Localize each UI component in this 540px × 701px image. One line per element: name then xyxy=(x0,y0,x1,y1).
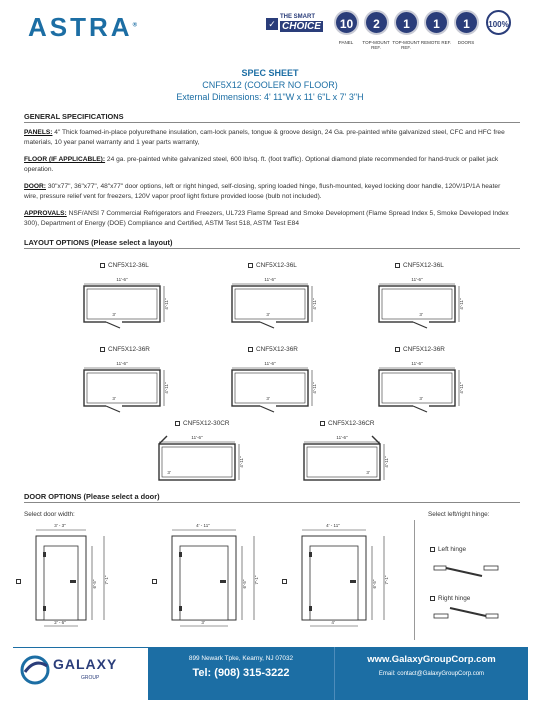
layout-diagram-7 xyxy=(300,430,390,490)
length-label: 11'-6" xyxy=(411,277,423,282)
galaxy-swirl-icon xyxy=(19,654,51,686)
spec-title: SPEC SHEET xyxy=(241,68,299,78)
inner-height-label: 6'-5" xyxy=(242,579,247,589)
door-width-option-1[interactable] xyxy=(152,578,160,585)
door-label: 3' xyxy=(419,396,423,401)
layout-option-0[interactable] xyxy=(100,262,149,269)
approvals-spec: APPROVALS: NSF/ANSI 7 Commercial Refrigerators and Freezers, UL723 Flame Spread and Smoke Development (Flame Spread Index 5, Smoke Developed Index 300), Department of Energy (DOE) Compliance and Certified, ASTM Test 518, ASTM Test E84 xyxy=(24,210,509,227)
layout-option-4[interactable] xyxy=(248,346,298,353)
hinge-top xyxy=(179,552,182,557)
width-label: 4'-11" xyxy=(312,382,317,394)
layout-checkbox[interactable] xyxy=(248,347,253,352)
left-hinge-label: Left hinge xyxy=(438,546,467,553)
outer-height-label: 7'-1" xyxy=(254,575,259,585)
telephone[interactable]: Tel: (908) 315-3222 xyxy=(192,667,290,679)
box-outer-wall xyxy=(232,286,308,322)
right-hinge-checkbox[interactable] xyxy=(430,596,435,601)
layout-diagram-4 xyxy=(228,356,318,416)
door-diagram-0 xyxy=(34,522,116,632)
address: 899 Newark Tpke, Kearny, NJ 07032 xyxy=(188,655,294,662)
layout-name: CNF5X12-36CR xyxy=(328,420,375,427)
layout-diagram-1 xyxy=(228,272,318,332)
smart-choice-logo xyxy=(266,14,322,44)
layout-diagram-0 xyxy=(80,272,170,332)
door-label: 3' xyxy=(366,470,370,475)
spec-model: CNF5X12 (COOLER NO FLOOR) xyxy=(202,80,338,90)
hinge-top xyxy=(43,552,46,557)
layout-name: CNF5X12-36L xyxy=(403,262,444,269)
layout-option-2[interactable] xyxy=(395,262,444,269)
box-outer-wall xyxy=(379,286,455,322)
top-dim-label: 4' - 11" xyxy=(196,523,210,528)
door-handle xyxy=(220,580,226,583)
layout-checkbox[interactable] xyxy=(395,347,400,352)
door-diagram-2 xyxy=(300,522,396,632)
width-label: 4'-11" xyxy=(312,298,317,310)
spec-dimensions: External Dimensions: 4' 11"W x 11' 6"L x 7' 3"H xyxy=(176,92,364,102)
layout-checkbox[interactable] xyxy=(100,347,105,352)
floor-spec: FLOOR (IF APPLICABLE): 24 ga. pre-painted white galvanized steel, 600 lb/sq. ft. (foot traffic). Optional diamond plate recommended for hand-truck or pallet jack operation. xyxy=(24,156,499,173)
right-hinge-option[interactable] xyxy=(430,595,470,602)
top-dim-label: 4' - 11" xyxy=(326,523,340,528)
box-outer-wall xyxy=(84,286,160,322)
layout-checkbox[interactable] xyxy=(395,263,400,268)
warranty-badge-remote: 1 xyxy=(424,10,449,35)
warranty-badge-panel: 10 xyxy=(334,10,359,35)
bottom-dim-label: 4' xyxy=(331,620,335,625)
door-width-checkbox[interactable] xyxy=(282,579,287,584)
corner-door-leaf xyxy=(159,436,167,444)
width-label: 4'-11" xyxy=(239,456,244,468)
width-label: 4'-11" xyxy=(384,456,389,468)
layout-name: CNF5X12-36L xyxy=(108,262,149,269)
door-label: 3' xyxy=(167,470,171,475)
layout-diagram-5 xyxy=(375,356,465,416)
panels-spec: PANELS: 4" Thick foamed-in-place polyurethane insulation, cam-lock panels, tongue & groove design, 24 Ga. pre-painted white galvanized steel, CFC and HFC free materials, 10 year panel warranty and 1 year parts warranty, xyxy=(24,129,505,146)
width-label: 4'-11" xyxy=(164,298,169,310)
badge-label-top-mount-1: TOP-MOUNT REF. xyxy=(362,40,390,50)
email-link[interactable]: Email: contact@GalaxyGroupCorp.com xyxy=(378,671,485,677)
door-handle xyxy=(70,580,76,583)
length-label: 11'-6" xyxy=(116,361,128,366)
door-spec: DOOR: 30"x77", 36"x77", 48"x77" door options, left or right hinged, self-closing, spring loaded hinge, flush-mounted, keyed locking door handle, 120V/1P/1A heater wire, pressure relief vent for freezers, 120V vapor proof light fixture provided loose (bulb not included). xyxy=(24,183,501,200)
inner-height-label: 6'-5" xyxy=(92,579,97,589)
warranty-badge-top-mount-2: 1 xyxy=(394,10,419,35)
smart-line-2: CHOICE xyxy=(282,21,321,32)
length-label: 11'-6" xyxy=(264,277,276,282)
astra-logo: ASTRA® xyxy=(28,12,137,42)
length-label: 11'-6" xyxy=(116,277,128,282)
quality-badge: 100% xyxy=(486,10,511,35)
badge-label-doors: DOORS xyxy=(457,40,475,45)
badge-label-remote: REMOTE REF. xyxy=(420,40,452,45)
door-label: 3' xyxy=(266,396,270,401)
warranty-badge-doors: 1 xyxy=(454,10,479,35)
galaxy-brand-sub: GROUP xyxy=(81,675,100,681)
general-specs-heading: GENERAL SPECIFICATIONS xyxy=(24,112,520,123)
hinge-bottom xyxy=(309,606,312,611)
door-options-heading: DOOR OPTIONS (Please select a door) xyxy=(24,492,520,503)
hinge-top xyxy=(309,552,312,557)
layout-option-1[interactable] xyxy=(248,262,297,269)
top-dim-label: 3' - 3" xyxy=(54,523,66,528)
outer-height-label: 7'-1" xyxy=(384,575,389,585)
door-label: 3' xyxy=(112,396,116,401)
bottom-dim-label: 3' xyxy=(201,620,205,625)
box-outer-wall xyxy=(232,370,308,406)
select-hinge-label: Select left/right hinge: xyxy=(428,511,490,518)
door-options-divider xyxy=(414,520,415,640)
door-width-option-2[interactable] xyxy=(282,578,290,585)
door-label: 3' xyxy=(112,312,116,317)
door-label: 3' xyxy=(419,312,423,317)
left-hinge-option[interactable] xyxy=(430,546,466,553)
length-label: 11'-6" xyxy=(191,435,203,440)
inner-height-label: 6'-5" xyxy=(372,579,377,589)
width-label: 4'-11" xyxy=(459,298,464,310)
door-width-checkbox[interactable] xyxy=(16,579,21,584)
page-footer xyxy=(0,647,540,700)
door-diagram-1 xyxy=(170,522,266,632)
right-hinge-label: Right hinge xyxy=(438,595,471,602)
door-width-checkbox[interactable] xyxy=(152,579,157,584)
hinge-bottom xyxy=(43,606,46,611)
layout-checkbox[interactable] xyxy=(320,421,325,426)
warranty-badge-top-mount-1: 2 xyxy=(364,10,389,35)
box-outer-wall xyxy=(379,370,455,406)
layout-name: CNF5X12-36L xyxy=(256,262,297,269)
left-hinge-checkbox[interactable] xyxy=(430,547,435,552)
galaxy-logo-panel xyxy=(13,647,148,701)
width-label: 4'-11" xyxy=(164,382,169,394)
check-icon: ✓ xyxy=(266,18,278,30)
length-label: 11'-6" xyxy=(411,361,423,366)
layout-checkbox[interactable] xyxy=(100,263,105,268)
layout-options-heading: LAYOUT OPTIONS (Please select a layout) xyxy=(24,238,520,249)
right-hinge-diagram xyxy=(432,604,502,626)
galaxy-brand: GALAXY xyxy=(53,656,118,672)
layout-option-6[interactable] xyxy=(175,420,230,427)
length-label: 11'-6" xyxy=(264,361,276,366)
left-hinge-diagram xyxy=(432,560,502,582)
badge-label-top-mount-2: TOP-MOUNT REF. xyxy=(392,40,420,50)
bottom-dim-label: 2' - 6" xyxy=(54,620,66,625)
door-width-option-0[interactable] xyxy=(16,578,24,585)
layout-name: CNF5X12-36R xyxy=(108,346,150,353)
hinge-bottom xyxy=(179,606,182,611)
width-label: 4'-11" xyxy=(459,382,464,394)
layout-diagram-2 xyxy=(375,272,465,332)
smart-line-1: THE SMART xyxy=(280,14,315,20)
layout-name: CNF5X12-30CR xyxy=(183,420,230,427)
page-header xyxy=(0,0,540,60)
select-door-width-label: Select door width: xyxy=(24,511,75,518)
website-link[interactable]: www.GalaxyGroupCorp.com xyxy=(367,654,496,665)
layout-name: CNF5X12-36R xyxy=(256,346,298,353)
layout-checkbox[interactable] xyxy=(248,263,253,268)
length-label: 11'-6" xyxy=(336,435,348,440)
door-handle xyxy=(350,580,356,583)
layout-diagram-6 xyxy=(155,430,245,490)
box-outer-wall xyxy=(84,370,160,406)
web-panel xyxy=(334,647,528,700)
layout-checkbox[interactable] xyxy=(175,421,180,426)
door-label: 3' xyxy=(266,312,270,317)
corner-door-leaf xyxy=(372,436,380,444)
badge-label-panel: PANEL xyxy=(338,40,354,45)
layout-option-5[interactable] xyxy=(395,346,445,353)
layout-option-7[interactable] xyxy=(320,420,375,427)
layout-name: CNF5X12-36R xyxy=(403,346,445,353)
layout-option-3[interactable] xyxy=(100,346,150,353)
contact-panel xyxy=(148,647,334,700)
layout-diagram-3 xyxy=(80,356,170,416)
outer-height-label: 7'-1" xyxy=(104,575,109,585)
